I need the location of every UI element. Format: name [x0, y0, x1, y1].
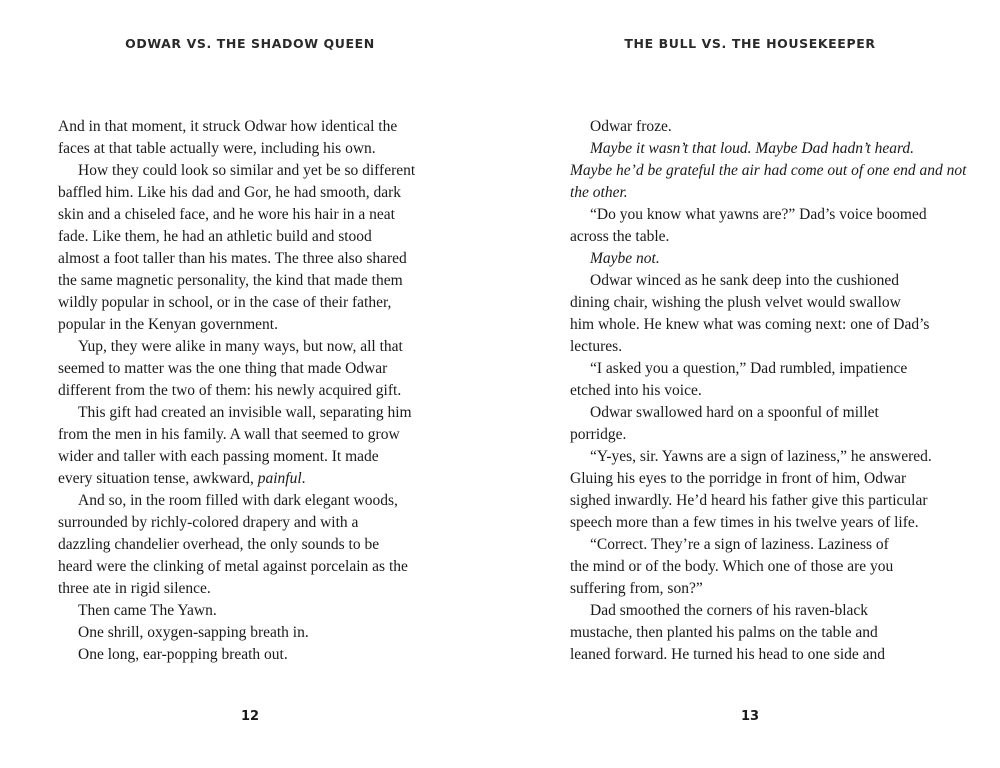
text-line: Odwar winced as he sank deep into the cushioned: [590, 272, 900, 289]
text-line: “I asked you a question,” Dad rumbled, impatience: [590, 360, 908, 377]
right-page: [500, 0, 1000, 768]
text-line: across the table.: [570, 228, 670, 245]
text-line: skin and a chiseled face, and he wore his hair in a neat: [58, 206, 395, 223]
paragraph: [570, 270, 946, 358]
paragraph: [58, 402, 438, 490]
text-line: How they could look so similar and yet be so different: [78, 162, 416, 179]
text-line: from the men in his family. A wall that seemed to grow: [58, 426, 400, 443]
text-line: And in that moment, it struck Odwar how identical the: [58, 118, 398, 135]
text-line: Maybe he’d be grateful the air had come out of one end and not: [570, 162, 967, 179]
paragraph: [570, 138, 967, 204]
paragraph: [570, 402, 946, 446]
text-line: sighed inwardly. He’d heard his father give this particular: [570, 492, 928, 509]
text-line: every situation tense, awkward, painful.: [58, 470, 306, 487]
text-line: different from the two of them: his newly acquired gift.: [58, 382, 402, 399]
paragraph: [570, 446, 946, 534]
text-line: surrounded by richly-colored drapery and with a: [58, 514, 359, 531]
left-body-text: [58, 116, 438, 666]
text-line: three ate in rigid silence.: [58, 580, 211, 597]
text-line: Maybe it wasn’t that loud. Maybe Dad hadn’t heard.: [590, 140, 915, 157]
paragraph: [58, 160, 438, 336]
right-running-head: THE BULL VS. THE HOUSEKEEPER: [624, 36, 876, 51]
text-line: This gift had created an invisible wall, separating him: [78, 404, 412, 421]
paragraph: [58, 600, 438, 622]
text-line: almost a foot taller than his mates. The three also shared: [58, 250, 407, 267]
paragraph: [570, 204, 946, 248]
text-line: Odwar swallowed hard on a spoonful of millet: [590, 404, 879, 421]
text-line: leaned forward. He turned his head to one side and: [570, 646, 886, 663]
text-line: Dad smoothed the corners of his raven-black: [590, 602, 869, 619]
left-page-number: 12: [240, 709, 260, 724]
punctuation: .: [301, 470, 306, 487]
text-line: “Y-yes, sir. Yawns are a sign of laziness,” he answered.: [590, 448, 932, 465]
text-line: popular in the Kenyan government.: [58, 316, 278, 333]
paragraph: [570, 116, 946, 138]
text-line: wider and taller with each passing moment. It made: [58, 448, 379, 465]
paragraph: [58, 116, 438, 160]
text-line: Then came The Yawn.: [78, 602, 217, 619]
text-line: dining chair, wishing the plush velvet would swallow: [570, 294, 901, 311]
paragraph: [570, 600, 946, 666]
paragraph: [570, 358, 946, 402]
text-line: baffled him. Like his dad and Gor, he had smooth, dark: [58, 184, 402, 201]
text-line: Yup, they were alike in many ways, but now, all that: [78, 338, 403, 355]
text-line: the same magnetic personality, the kind that made them: [58, 272, 403, 289]
text-line: mustache, then planted his palms on the table and: [570, 624, 878, 641]
text-line: faces at that table actually were, including his own.: [58, 140, 376, 157]
emphasis: painful: [257, 470, 302, 487]
text-line: “Do you know what yawns are?” Dad’s voice boomed: [590, 206, 927, 223]
text-line: Odwar froze.: [590, 118, 672, 135]
text-line: heard were the clinking of metal against porcelain as the: [58, 558, 408, 575]
text-line: suffering from, son?”: [570, 580, 703, 597]
paragraph: [58, 622, 438, 644]
right-body-text: [570, 116, 967, 666]
text-line: “Correct. They’re a sign of laziness. Laziness of: [590, 536, 889, 553]
left-running-head: ODWAR VS. THE SHADOW QUEEN: [125, 36, 375, 51]
text-line: lectures.: [570, 338, 623, 355]
text-line: wildly popular in school, or in the case of their father,: [58, 294, 392, 311]
text-line: One shrill, oxygen-sapping breath in.: [78, 624, 309, 641]
text-line: fade. Like them, he had an athletic build and stood: [58, 228, 372, 245]
text-line: And so, in the room filled with dark elegant woods,: [78, 492, 398, 509]
paragraph: [58, 644, 438, 666]
text-line: him whole. He knew what was coming next: one of Dad’s: [570, 316, 930, 333]
text-line: seemed to matter was the one thing that made Odwar: [58, 360, 388, 377]
text-line: porridge.: [570, 426, 627, 443]
paragraph: [570, 534, 946, 600]
text-line: the mind or of the body. Which one of those are you: [570, 558, 894, 575]
text-line: the other.: [570, 184, 628, 201]
text-line: speech more than a few times in his twelve years of life.: [570, 514, 919, 531]
text-line: Gluing his eyes to the porridge in front of him, Odwar: [570, 470, 907, 487]
text-line: etched into his voice.: [570, 382, 702, 399]
right-page-number: 13: [740, 709, 760, 724]
paragraph: [58, 490, 438, 600]
paragraph: [58, 336, 438, 402]
text-line: dazzling chandelier overhead, the only sounds to be: [58, 536, 380, 553]
paragraph: [570, 248, 946, 270]
text-line: One long, ear-popping breath out.: [78, 646, 288, 663]
text-line: Maybe not.: [590, 250, 660, 267]
